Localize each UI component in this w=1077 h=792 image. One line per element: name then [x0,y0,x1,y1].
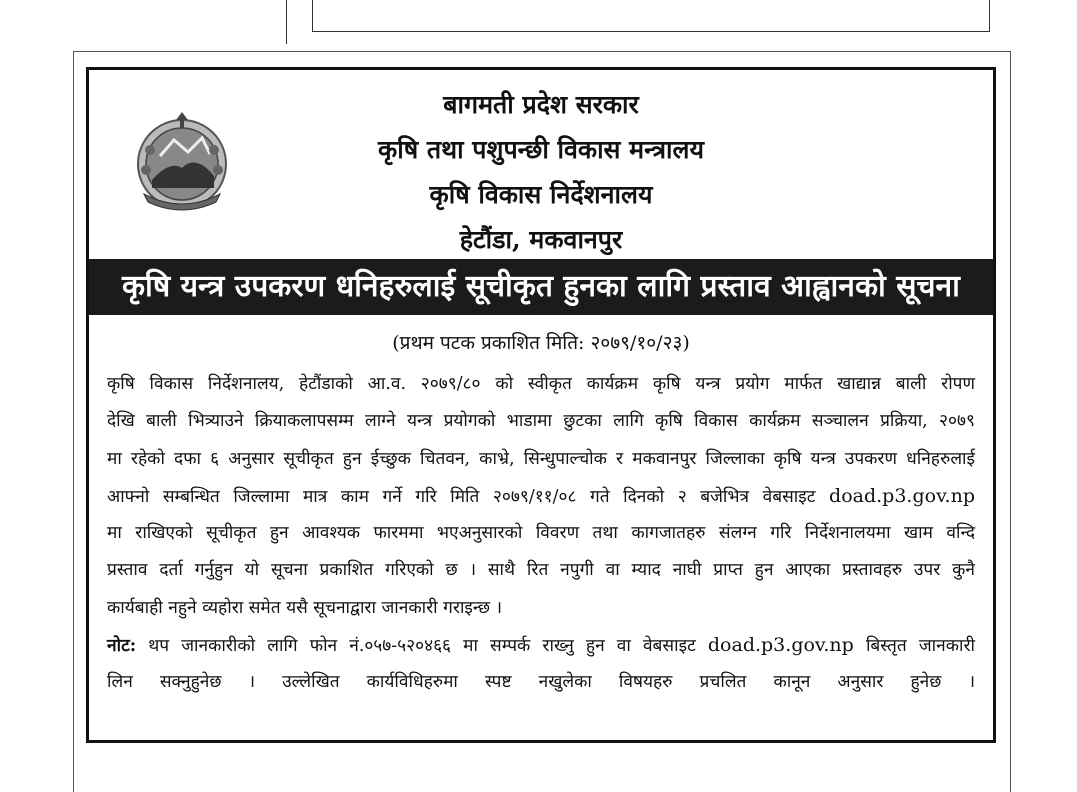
issuer-line-location: हेटौंडा, मकवानपुर [459,225,623,254]
page-divider-line [286,0,287,44]
body-line-text: आफ्नो सम्बन्धित जिल्लामा मात्र काम गर्ने गरि मिति २०७९/११/०८ गते दिनको २ बजेभित्र वेबसाइट [107,486,816,507]
note-line-2: लिन सक्नुहुनेछ । उल्लेखित कार्यविधिहरुमा स्पष्ट नखुलेका विषयहरु प्रचलित कानून अनुसार हुनेछ । [107,672,975,693]
body-line: मा राखिएको सूचीकृत हुन आवश्यक फारममा भएअनुसारको विवरण तथा कागजातहरु संलग्न गरि निर्देशनालयमा खाम वन्दि [107,523,975,544]
body-line [107,478,975,515]
issuer-header [89,82,993,262]
note-line [107,627,975,664]
previous-notice-border [312,0,990,32]
notice-body [107,366,975,702]
body-line: देखि बाली भित्र्याउने क्रियाकलापसम्म लाग्ने यन्त्र प्रयोगको भाडामा छुटका लागि कृषि विकास कार्यक्रम सञ्चालन प्रक्रिया, २०७९ [107,411,975,432]
notice-box [86,67,996,743]
issuer-line-ministry: कृषि तथा पशुपन्छी विकास मन्त्रालय [378,135,704,164]
website-link[interactable]: doad.p3.gov.np [829,484,975,507]
body-line: कार्यबाही नहुने व्यहोरा समेत यसै सूचनाद्वारा जानकारी गराइन्छ । [107,597,502,618]
issuer-line-directorate: कृषि विकास निर्देशनालय [429,180,653,209]
body-line: प्रस्ताव दर्ता गर्नुहुन यो सूचना प्रकाशित गरिएको छ । साथै रित नपुगी वा म्याद नाघी प्राप्त हुन आएका प्रस्तावहरु उपर कुनै [107,560,975,581]
body-line: कृषि विकास निर्देशनालय, हेटौंडाको आ.व. २०७९/८० को स्वीकृत कार्यक्रम कृषि यन्त्र प्रयोग मार्फत खाद्यान्न बाली रोपण [107,374,975,394]
note-website-link[interactable]: doad.p3.gov.np [707,634,854,657]
note-text-end: बिस्तृत जानकारी [865,636,976,657]
publication-date: (प्रथम पटक प्रकाशित मिति: २०७९/१०/२३) [392,332,690,354]
notice-title: कृषि यन्त्र उपकरण धनिहरुलाई सूचीकृत हुनका लागि प्रस्ताव आह्वानको सूचना [89,259,993,315]
issuer-line-government: बागमती प्रदेश सरकार [443,90,639,119]
note-text: थप जानकारीको लागि फोन नं.०५७-५२०४६६ मा सम्पर्क राख्नु हुन वा वेबसाइट [148,636,696,657]
body-line: मा रहेको दफा ६ अनुसार सूचीकृत हुन ईच्छुक चितवन, काभ्रे, सिन्धुपाल्चोक र मकवानपुर जिल्लाका कृषि यन्त्र उपकरण धनिहरुलाई [107,448,975,469]
note-label: नोट: [107,636,137,657]
